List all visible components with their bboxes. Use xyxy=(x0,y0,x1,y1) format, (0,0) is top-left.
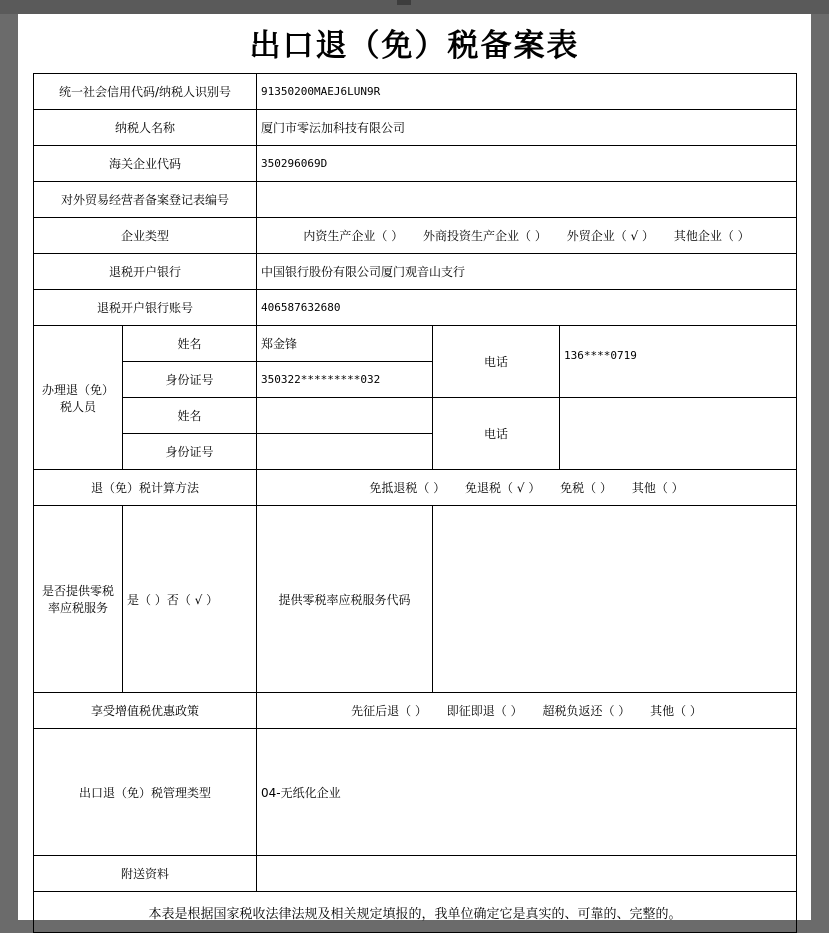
trade-registration-value xyxy=(257,182,797,218)
agent-label: 办理退（免）税人员 xyxy=(34,326,123,470)
mgmt-type-value: 04-无纸化企业 xyxy=(257,729,797,856)
agent1-name-label: 姓名 xyxy=(123,326,257,362)
uscc-value: 91350200MAEJ6LUN9R xyxy=(257,74,797,110)
calc-method-label: 退（免）税计算方法 xyxy=(34,470,257,506)
table-row xyxy=(34,146,797,182)
vat-policy-option: 即征即退（ ） xyxy=(446,704,523,718)
account-label: 退税开户银行账号 xyxy=(34,290,257,326)
table-row xyxy=(34,506,797,693)
customs-code-label: 海关企业代码 xyxy=(34,146,257,182)
agent1-id-label: 身份证号 xyxy=(123,362,257,398)
vat-policy-option: 先征后退（ ） xyxy=(351,704,427,718)
table-row xyxy=(34,729,797,856)
uscc-label: 统一社会信用代码/纳税人识别号 xyxy=(34,74,257,110)
filing-form-table xyxy=(33,73,797,933)
page-title: 出口退（免）税备案表 xyxy=(249,28,580,64)
attachments-label: 附送资料 xyxy=(34,856,257,892)
account-value: 406587632680 xyxy=(257,290,797,326)
mgmt-type-label: 出口退（免）税管理类型 xyxy=(34,729,257,856)
agent1-phone-label: 电话 xyxy=(433,326,560,398)
zero-rate-value: 是（ ）否（ √ ） xyxy=(123,506,257,693)
company-type-option: 其他企业（ ） xyxy=(673,229,750,243)
calc-method-option: 免退税（ √ ） xyxy=(465,481,541,495)
company-type-option: 外贸企业（ √ ） xyxy=(566,229,654,243)
agent2-phone-label: 电话 xyxy=(433,398,560,470)
viewer-top-bar xyxy=(0,0,829,14)
table-row xyxy=(34,74,797,110)
zero-rate-code-value xyxy=(433,506,797,693)
bank-value: 中国银行股份有限公司厦门观音山支行 xyxy=(257,254,797,290)
table-row xyxy=(34,856,797,892)
vat-policy-option: 超税负返还（ ） xyxy=(542,704,631,718)
agent1-phone-text: 136****0719 xyxy=(564,349,637,362)
vat-policy-option: 其他（ ） xyxy=(650,704,702,718)
taxpayer-name-label: 纳税人名称 xyxy=(34,110,257,146)
table-row xyxy=(34,182,797,218)
table-row xyxy=(34,892,797,933)
customs-code-value: 350296069D xyxy=(257,146,797,182)
vat-policy-label: 享受增值税优惠政策 xyxy=(34,693,257,729)
document-page xyxy=(18,14,811,920)
agent2-phone-value xyxy=(560,398,797,470)
attachments-value xyxy=(257,856,797,892)
company-type-option: 内资生产企业（ ） xyxy=(303,229,404,243)
company-type-option: 外商投资生产企业（ ） xyxy=(423,229,547,243)
calc-method-option: 其他（ ） xyxy=(631,481,684,495)
zero-rate-code-label: 提供零税率应税服务代码 xyxy=(257,506,433,693)
company-type-label: 企业类型 xyxy=(34,218,257,254)
calc-method-option: 免税（ ） xyxy=(560,481,612,495)
agent1-phone-value xyxy=(560,326,797,398)
zero-rate-label: 是否提供零税率应税服务 xyxy=(34,506,123,693)
table-row xyxy=(34,326,797,362)
agent2-id-value xyxy=(257,434,433,470)
calc-method-option: 免抵退税（ ） xyxy=(369,481,446,495)
taxpayer-name-value: 厦门市零沄加科技有限公司 xyxy=(257,110,797,146)
trade-registration-label: 对外贸易经营者备案登记表编号 xyxy=(34,182,257,218)
table-row xyxy=(34,254,797,290)
agent2-id-label: 身份证号 xyxy=(123,434,257,470)
viewer-top-tab xyxy=(397,0,411,5)
agent2-name-value xyxy=(257,398,433,434)
vat-policy-options xyxy=(257,693,797,729)
calc-method-options xyxy=(257,470,797,506)
agent2-name-label: 姓名 xyxy=(123,398,257,434)
bank-label: 退税开户银行 xyxy=(34,254,257,290)
declaration-text: 本表是根据国家税收法律法规及相关规定填报的，我单位确定它是真实的、可靠的、完整的。 xyxy=(34,892,797,933)
company-type-options xyxy=(257,218,797,254)
table-row xyxy=(34,218,797,254)
table-row xyxy=(34,470,797,506)
agent1-id-value: 350322*********032 xyxy=(257,362,433,398)
table-row xyxy=(34,290,797,326)
table-row xyxy=(34,398,797,434)
table-row xyxy=(34,693,797,729)
table-row xyxy=(34,110,797,146)
agent1-name-value: 郑金锋 xyxy=(257,326,433,362)
